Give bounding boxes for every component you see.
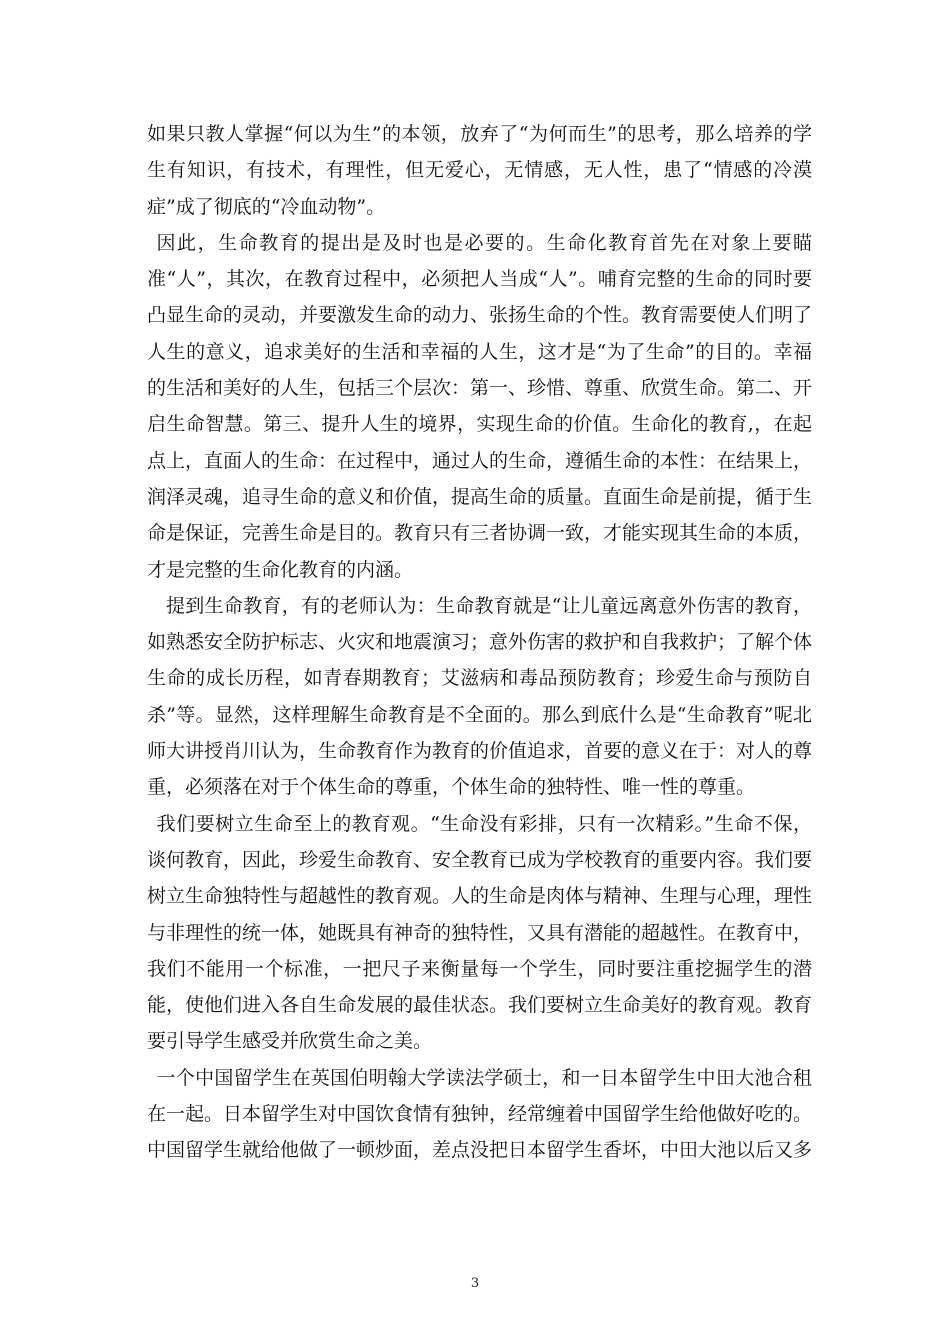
paragraph-2: 因此，生命教育的提出是及时也是必要的。生命化教育首先在对象上要瞄准“人”，其次，在教育过程中，必须把人当成“人”。哺育完整的生命的同时要凸显生命的灵动，并要激发生命的动力、张扬生命的个性。教育需要使人们明了人生的意义，追求美好的生活和幸福的人生，这才是“为了生命”的目的。幸福的生活和美好的人生，包括三个层次：第一、珍惜、尊重、欣赏生命。第二、开启生命智慧。第三、提升人生的境界，实现生命的价值。生命化的教育,，在起点上，直面人的生命：在过程中，通过人的生命，遵循生命的本性：在结果上，润泽灵魂，追寻生命的意义和价值，提高生命的质量。直面生命是前提，循于生命是保证，完善生命是目的。教育只有三者协调一致，才能实现其生命的本质，才是完整的生命化教育的内涵。	[147, 231, 813, 581]
paragraph-5: 一个中国留学生在英国伯明翰大学读法学硕士，和一日本留学生中田大池合租在一起。日本留学生对中国饮食情有独钟，经常缠着中国留学生给他做好吃的。中国留学生就给他做了一顿炒面，差点没把日本留学生香坏，中田大池以后又多	[147, 1066, 813, 1162]
paragraph-4: 我们要树立生命至上的教育观。“生命没有彩排，只有一次精彩。”生命不保，谈何教育，因此，珍爱生命教育、安全教育已成为学校教育的重要内容。我们要树立生命独特性与超越性的教育观。人的生命是肉体与精神、生理与心理，理性与非理性的统一体，她既具有神奇的独特性，又具有潜能的超越性。在教育中，我们不能用一个标准，一把尺子来衡量每一个学生，同时要注重挖掘学生的潜能，使他们进入各自生命发展的最佳状态。我们要树立生命美好的教育观。教育要引导学生感受并欣赏生命之美。	[147, 812, 813, 1053]
paragraph-1: 如果只教人掌握“何以为生”的本领，放弃了“为何而生”的思考，那么培养的学生有知识，有技术，有理性，但无爱心，无情感，无人性，患了“情感的冷漠症”成了彻底的“冷血动物”。	[147, 123, 812, 218]
page-number: 3	[470, 1276, 480, 1291]
document-body	[147, 116, 812, 1169]
paragraph-3: 提到生命教育，有的老师认为：生命教育就是“让儿童远离意外伤害的教育，如熟悉安全防护标志、火灾和地震演习；意外伤害的救护和自我救护；了解个体生命的成长历程，如青春期教育；艾滋病和毒品预防教育；珍爱生命与预防自杀”等。显然，这样理解生命教育是不全面的。那么到底什么是“生命教育”呢北师大讲授肖川认为，生命教育作为教育的价值追求，首要的意义在于：对人的尊重，必须落在对于个体生命的尊重，个体生命的独特性、唯一性的尊重。	[147, 594, 813, 799]
